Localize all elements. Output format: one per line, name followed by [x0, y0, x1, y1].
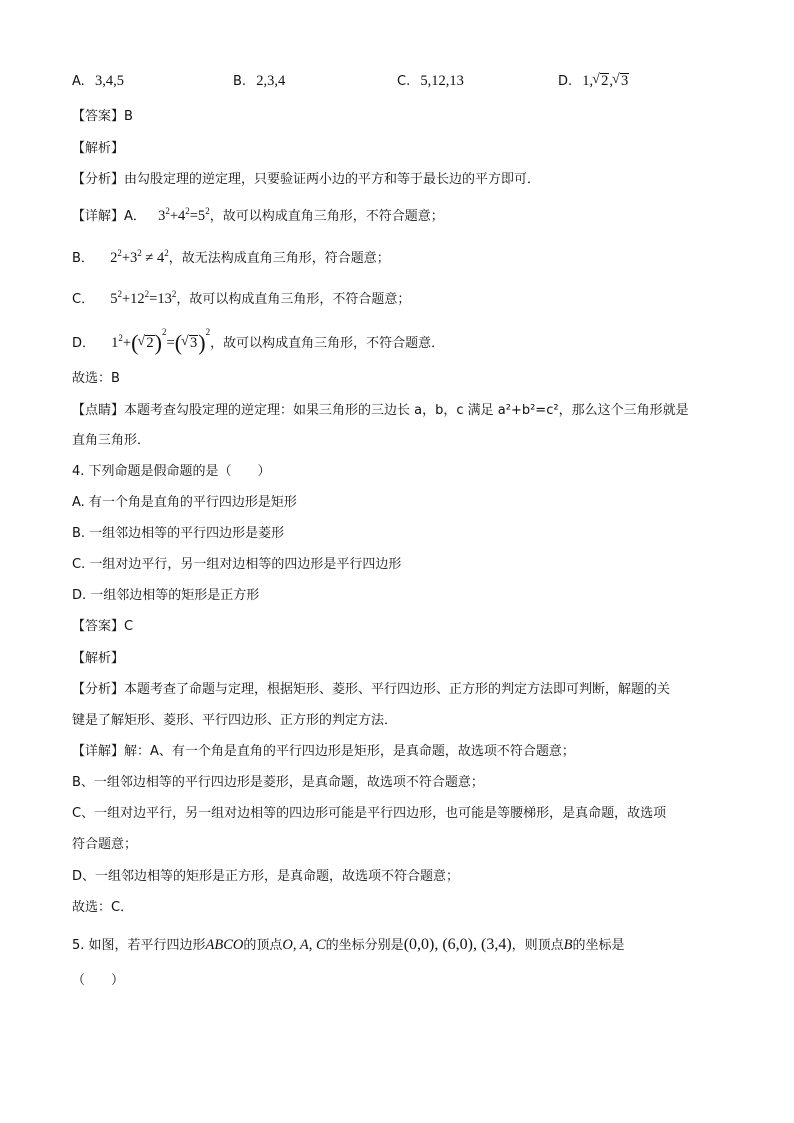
- q5-suffix: 的坐标是: [572, 938, 625, 953]
- sqrt-2: [593, 72, 609, 90]
- option-d: [558, 72, 629, 91]
- q4-detail-a: [72, 743, 575, 761]
- sqrt-3: [613, 72, 629, 90]
- option-a-label: A.: [72, 74, 85, 89]
- q3-fenxi-text: 由勾股定理的逆定理，只要验证两小边的平方和等于最长边的平方即可．: [124, 172, 541, 187]
- q3-detail-b-label: B．: [72, 251, 94, 266]
- q4-fenxi: [72, 681, 670, 699]
- q3-fenxi: [72, 171, 540, 189]
- q4-detail-c1: C、一组对边平行，另一组对边相等的四边形可能是平行四边形，也可能是等腰梯形，是真命题，故选项: [72, 806, 667, 821]
- q5-mid3: ，则顶点: [511, 938, 564, 953]
- q3-review-line2: 直角三角形．: [72, 433, 151, 448]
- q5-prefix: 5. 如图，若平行四边形: [72, 938, 206, 953]
- option-d-comma: ,: [609, 73, 614, 89]
- option-d-label: D.: [558, 74, 573, 89]
- q5-points: O, A, C: [282, 937, 326, 953]
- q4-detail-c2: 符合题意；: [72, 837, 138, 852]
- q3-formula-a: $3^2+4^2=5^2$: [158, 206, 210, 224]
- q5-coords: (0,0), (6,0), (3,4): [403, 936, 512, 953]
- q3-detail-a-label: A．: [124, 209, 146, 224]
- q3-detail-d-label: D．: [72, 336, 96, 351]
- option-b-value: 2,3,4: [256, 73, 286, 89]
- q4-option-c: C. 一组对边平行，另一组对边相等的四边形是平行四边形: [72, 557, 402, 572]
- q3-answer: 【答案】B: [72, 109, 133, 124]
- q3-detail-c-label: C．: [72, 292, 95, 307]
- q3-detail-a-text: ，故可以构成直角三角形，不符合题意；: [209, 209, 444, 224]
- q4-detail-b: B、一组邻边相等的平行四边形是菱形，是真命题，故选项不符合题意；: [72, 775, 484, 790]
- q3-analysis-header: 【解析】: [72, 141, 125, 156]
- q3-formula-c: $5^2+12^2=13^2$: [110, 289, 177, 307]
- q3-review-tag: 【点睛】: [72, 403, 125, 418]
- option-b: [233, 72, 285, 91]
- q3-review: [72, 402, 689, 420]
- q5-mid1: 的顶点: [243, 938, 283, 953]
- q4-option-b: B. 一组邻边相等的平行四边形是菱形: [72, 526, 285, 541]
- q3-select: 故选：B: [72, 371, 120, 386]
- q5-paren: （ ）: [72, 973, 125, 988]
- sqrt-3-radicand: 3: [621, 73, 629, 89]
- q3-detail-tag: 【详解】: [72, 209, 125, 224]
- q5-stem: [72, 936, 625, 955]
- option-a: [72, 72, 124, 91]
- q4-fenxi-tag: 【分析】: [72, 682, 125, 697]
- q3-review-line1: 本题考查勾股定理的逆定理：如果三角形的三边长 a，b，c 满足 a²+b²=c²，那么这个三角形就是: [124, 403, 689, 418]
- q4-select: 故选：C．: [72, 900, 134, 915]
- q3-detail-c: [72, 290, 410, 309]
- q4-detail-d: D、一组邻边相等的矩形是正方形，是真命题，故选项不符合题意；: [72, 869, 460, 884]
- q3-formula-b: $2^2+3^2 \ne 4^2$: [110, 248, 169, 266]
- q3-detail-b-text: ，故无法构成直角三角形，符合题意；: [168, 251, 390, 266]
- q3-fenxi-tag: 【分析】: [72, 172, 125, 187]
- q3-detail-c-text: ，故可以构成直角三角形，不符合题意；: [176, 292, 411, 307]
- q4-stem: 4. 下列命题是假命题的是（ ）: [72, 464, 271, 479]
- option-c-value: 5,12,13: [420, 73, 464, 89]
- q4-detail-a-text: 解：A、有一个角是直角的平行四边形是矩形，是真命题，故选项不符合题意；: [124, 744, 575, 759]
- q3-detail-a: [72, 207, 444, 226]
- option-d-one: 1,: [582, 73, 594, 89]
- q3-detail-d-text: ，故可以构成直角三角形，不符合题意．: [210, 336, 445, 351]
- sqrt-2-radicand: 2: [601, 73, 609, 89]
- q3-detail-b: [72, 249, 390, 268]
- q5-mid2: 的坐标分别是: [325, 938, 404, 953]
- q4-fenxi-line2: 键是了解矩形、菱形、平行四边形、正方形的判定方法．: [72, 713, 398, 728]
- option-c: [397, 72, 464, 91]
- q5-vertex: B: [563, 937, 573, 953]
- q5-shape: ABCO: [205, 937, 244, 953]
- option-a-value: 3,4,5: [94, 73, 124, 89]
- q4-answer: 【答案】C: [72, 619, 134, 634]
- option-c-label: C.: [397, 74, 411, 89]
- q4-detail-tag: 【详解】: [72, 744, 125, 759]
- q4-option-d: D. 一组邻边相等的矩形是正方形: [72, 588, 260, 603]
- q3-detail-d: [72, 327, 445, 355]
- q4-analysis-header: 【解析】: [72, 651, 125, 666]
- q3-formula-d: $1^2+(√$ 2)$^2$=(√ 3)$^2$: [111, 335, 210, 351]
- option-b-label: B.: [233, 74, 247, 89]
- q4-option-a: A. 有一个角是直角的平行四边形是矩形: [72, 495, 297, 510]
- q4-fenxi-line1: 本题考查了命题与定理，根据矩形、菱形、平行四边形、正方形的判定方法即可判断，解题的关: [124, 682, 671, 697]
- option-d-value: [582, 73, 629, 89]
